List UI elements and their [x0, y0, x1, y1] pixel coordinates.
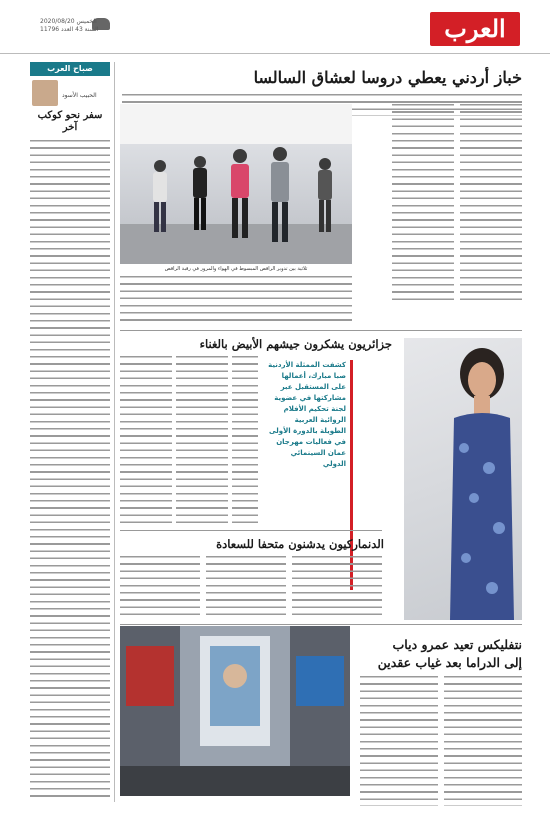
sidebar-article-body [30, 140, 110, 800]
story1-body-col2 [392, 104, 454, 304]
times-square-photo [120, 626, 350, 796]
masthead [0, 8, 550, 54]
quote-line: الدولي [322, 460, 346, 468]
date-text: الخميس 2020/08/20 [40, 18, 97, 25]
story4-body-col1 [444, 676, 522, 806]
actress-photo [404, 338, 522, 620]
story4-body-col2 [360, 676, 438, 806]
story4-headline-line2: إلى الدراما بعد غياب عقدين [377, 655, 522, 670]
section-divider [120, 330, 522, 331]
issue-text: السنة 43 العدد 11796 [40, 26, 99, 33]
story2-body-col3 [232, 356, 258, 526]
story1-body-col1 [460, 104, 522, 304]
story3-headline: الدنماركيون يدشنون متحفا للسعادة [216, 537, 384, 551]
section-divider [120, 530, 382, 531]
story3-body-col3 [292, 556, 382, 616]
quote-line: لجنة تحكيم الأفلام [283, 405, 346, 413]
quote-line: الروائية العربية [294, 416, 346, 424]
column-divider [114, 62, 115, 802]
author-photo [32, 80, 58, 106]
story2-body-col1 [120, 356, 172, 526]
quote-line: على المستقبل عبر [280, 383, 346, 391]
newspaper-logo: العرب [430, 12, 520, 46]
quote-line: كشفت الممثلة الأردنية [268, 361, 346, 369]
story4-headline [354, 636, 522, 672]
actress-illustration [404, 338, 522, 620]
sidebar-column [30, 62, 110, 802]
author-name: الحبيب الأسود [62, 92, 97, 99]
story1-headline: خباز أردني يعطي دروسا لعشاق السالسا [253, 68, 522, 87]
story1-photo [120, 104, 352, 264]
quote-line: عمان السينمائي [290, 449, 346, 457]
quote-line: صبا مبارك، أعمالها [281, 372, 346, 380]
dateline [40, 18, 99, 34]
quote-line: مشاركتها في عضوية [274, 394, 346, 402]
dancers-illustration [120, 104, 352, 264]
sidebar-article-title: سفر نحو كوكب آخر [37, 110, 103, 133]
story3-body-col1 [120, 556, 200, 616]
story3-body-col2 [206, 556, 286, 616]
section-divider [120, 624, 522, 625]
story2-headline: جزائريون يشكرون جيشهم الأبيض بالغناء [199, 337, 392, 351]
billboards-illustration [120, 626, 350, 796]
quote-line: الطويلة بالدورة الأولى [269, 427, 346, 435]
actress-quote [262, 360, 346, 470]
story2-body-col2 [176, 356, 228, 526]
quote-line: في فعاليات مهرجان [276, 438, 346, 446]
story4-headline-line1: نتفليكس تعيد عمرو دياب [392, 637, 522, 652]
sidebar-section-title: صباح العرب [30, 62, 110, 76]
story1-photo-caption: ثلاثية بين تدوير الراقص المبسوط في الهواء والمرور في رقبة الراقص [164, 266, 308, 272]
story1-body-bottom [120, 276, 352, 324]
